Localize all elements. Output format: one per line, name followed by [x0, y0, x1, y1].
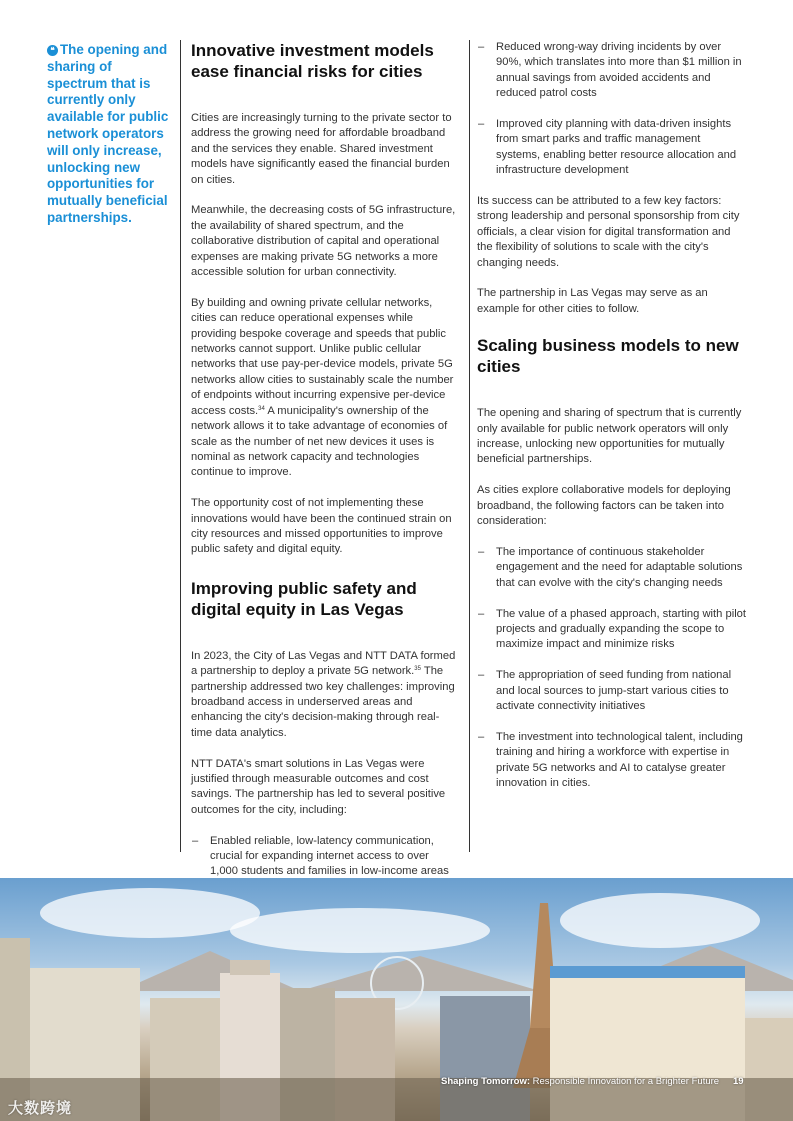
- outcomes-list: [191, 834, 459, 880]
- paragraph: As cities explore collaborative models for deploying broadband, the following factors can be taken into consideration:: [477, 484, 731, 528]
- list-item: – The investment into technological talent, including training and hiring a workforce with expertise in private 5G networks and AI to catalyse greater innovation in cities.: [477, 730, 747, 792]
- hotel-roof: [550, 966, 745, 978]
- paragraph: Meanwhile, the decreasing costs of 5G infrastructure, the availability of shared spectrum, and the collaborative distribution of capital and operational expenses are making private 5G networks a more accessible solution for urban connectivity.: [191, 204, 456, 279]
- watermark-logo: 大数跨境: [8, 1100, 73, 1117]
- building: [230, 960, 270, 975]
- list-item: – Reduced wrong-way driving incidents by over 90%, which translates into more than $1 million in annual savings from avoided accidents and reduced patrol costs: [477, 40, 747, 102]
- footnote-ref: 34: [258, 405, 265, 412]
- footnote-ref: 35: [414, 666, 421, 673]
- section-heading-las-vegas: Improving public safety and digital equity in Las Vegas: [191, 578, 417, 619]
- pull-quote: [47, 42, 172, 227]
- outcomes-list-continued: [477, 40, 747, 179]
- factors-list: [477, 545, 747, 791]
- list-item: – The value of a phased approach, starting with pilot projects and gradually expanding the scope to maximize impact and minimize risks: [477, 607, 747, 653]
- footer-title: Shaping Tomorrow: Responsible Innovation for a Brighter Future: [441, 1076, 720, 1087]
- paragraph: The partnership in Las Vegas may serve as an example for other cities to follow.: [477, 287, 708, 315]
- section-heading-scaling-models: Scaling business models to new cities: [477, 336, 739, 377]
- paragraph: In 2023, the City of Las Vegas and NTT DATA formed a partnership to deploy a private 5G network.$^{35}$ The partnership addressed two key challenges: improving broadband access in underserved areas and enhancing the city's decision-making through real-time data analytics.: [191, 649, 456, 739]
- paragraph: The opportunity cost of not implementing these innovations would have been the continued strain on city resources and missed opportunities to improve public safety and digital equity.: [191, 497, 452, 556]
- middle-column: [180, 40, 470, 878]
- paragraph: Cities are increasingly turning to the private sector to address the growing need for affordable broadband and the services they enable. Shared investment models have significantly eased the financial burden on cities.: [191, 112, 452, 186]
- quote-icon: ❝: [47, 45, 58, 56]
- section-heading-investment-models: Innovative investment models ease financial risks for cities: [191, 41, 434, 81]
- list-item: – The importance of continuous stakeholder engagement and the need for adaptable solutions that can evolve with the city's changing needs: [477, 545, 747, 591]
- paragraph: Its success can be attributed to a few key factors: strong leadership and personal sponsorship from city officials, a clear vision for digital transformation and the flexibility of solutions to scale with the city's changing needs.: [477, 195, 740, 269]
- paragraph: By building and owning private cellular networks, cities can reduce operational expenses while providing bespoke coverage and speeds that public networks cannot support. Unlike public cellular networks that use pay-per-device models, private 5G networks allow cities to sustainably scale the number of endpoints without incurring expensive per-device access costs.$^{34}$ A municipality's ownership of the network allows it to take advantage of economies of scale as the number of net new devices it uses is nominal as network capacity and technologies continue to improve.: [191, 296, 454, 479]
- paragraph: NTT DATA's smart solutions in Las Vegas were justified through measurable outcomes and cost savings. The partnership has led to several positive outcomes for the city, including:: [191, 757, 446, 816]
- right-column: [477, 40, 747, 807]
- page-number: 19: [733, 1076, 744, 1087]
- pull-quote-text: The opening and sharing of spectrum that is currently only available for public network operators will only increase, unlocking new opportunities for mutually beneficial partnerships.: [47, 42, 169, 225]
- list-item: – Improved city planning with data-driven insights from smart parks and traffic management systems, enabling better resource allocation and infrastructure development: [477, 117, 747, 179]
- list-item: – Enabled reliable, low-latency communication, crucial for expanding internet access to over 1,000 students and families in low-income areas: [191, 834, 459, 880]
- list-item: – The appropriation of seed funding from national and local sources to jump-start various cities to activate connectivity initiatives: [477, 668, 747, 714]
- paragraph: The opening and sharing of spectrum that is currently only available for public network operators will only increase, unlocking new opportunities for mutually beneficial partnerships.: [477, 407, 742, 466]
